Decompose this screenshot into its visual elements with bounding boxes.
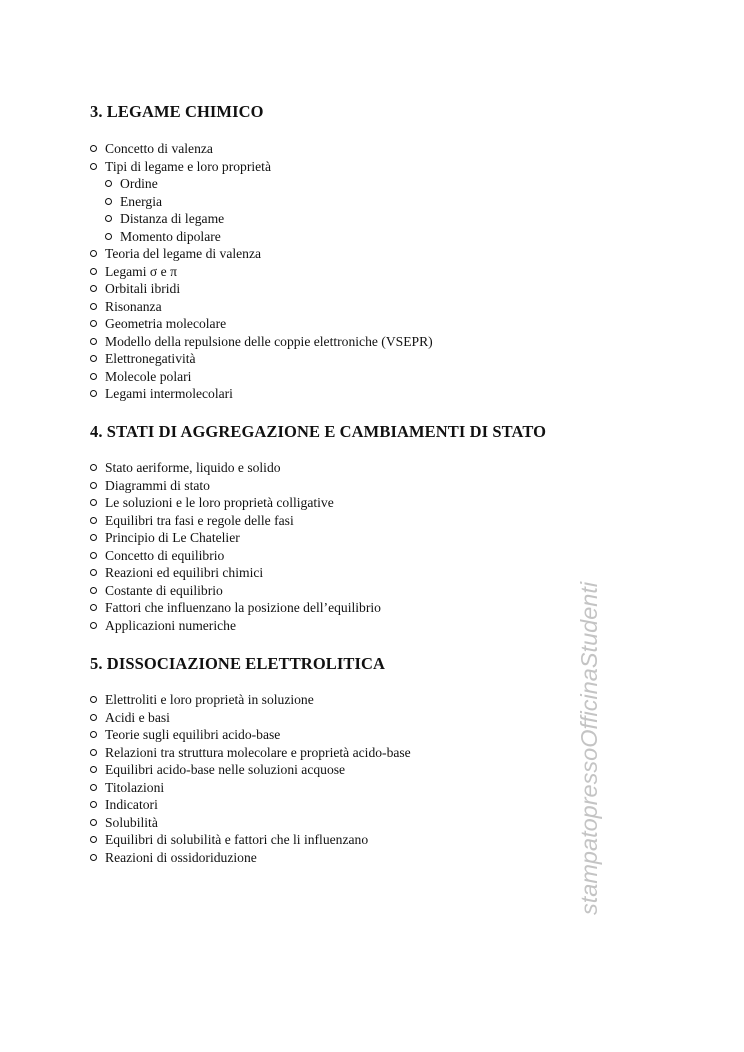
circle-bullet-icon (90, 569, 97, 576)
list-item-text: Acidi e basi (105, 709, 170, 725)
list-item-text: Reazioni ed equilibri chimici (105, 565, 264, 580)
list-item (90, 280, 650, 298)
circle-bullet-icon (90, 784, 97, 791)
list-item (90, 368, 650, 386)
list-item (90, 691, 650, 709)
list-item (90, 158, 650, 176)
watermark: stampatopressoOfficinaStudenti (576, 581, 602, 915)
topic-list (90, 459, 650, 634)
circle-bullet-icon (105, 215, 112, 222)
list-item (90, 617, 650, 635)
list-item-text: Geometria molecolare (105, 316, 227, 331)
section-stati-di-aggregazione (90, 422, 650, 634)
list-item-text: Solubilità (105, 814, 158, 830)
topic-list (90, 691, 650, 866)
list-item (90, 477, 650, 495)
section-heading: 5. DISSOCIAZIONE ELETTROLITICA (90, 654, 386, 673)
circle-bullet-icon (90, 373, 97, 380)
circle-bullet-icon (90, 801, 97, 808)
list-item-text: Reazioni di ossidoriduzione (105, 849, 257, 865)
list-item-text: Legami σ e π (105, 263, 177, 279)
list-item-text: Le soluzioni e le loro proprietà colligative (105, 495, 334, 510)
list-item (90, 726, 650, 744)
list-item-text: Principio di Le Chatelier (105, 530, 240, 545)
list-item (90, 849, 650, 867)
circle-bullet-icon (90, 696, 97, 703)
list-item (90, 744, 650, 762)
list-item-text: Modello della repulsione delle coppie elettroniche (VSEPR) (105, 333, 433, 349)
circle-bullet-icon (90, 517, 97, 524)
circle-bullet-icon (90, 163, 97, 170)
list-item-text: Elettronegatività (105, 351, 196, 366)
circle-bullet-icon (90, 836, 97, 843)
circle-bullet-icon (90, 464, 97, 471)
list-item (90, 761, 650, 779)
list-item (90, 245, 650, 263)
circle-bullet-icon (105, 198, 112, 205)
sub-list-item (90, 210, 650, 228)
list-item-text: Momento dipolare (120, 228, 221, 244)
section-dissociazione-elettrolitica (90, 654, 650, 866)
list-item (90, 298, 650, 316)
circle-bullet-icon (105, 180, 112, 187)
list-item-text: Equilibri tra fasi e regole delle fasi (105, 512, 294, 528)
circle-bullet-icon (90, 552, 97, 559)
list-item-text: Equilibri acido-base nelle soluzioni acquose (105, 762, 346, 777)
list-item (90, 385, 650, 403)
list-item (90, 459, 650, 477)
list-item-text: Equilibri di solubilità e fattori che li influenzano (105, 832, 369, 847)
circle-bullet-icon (105, 233, 112, 240)
list-item-text: Diagrammi di stato (105, 477, 210, 493)
circle-bullet-icon (90, 534, 97, 541)
circle-bullet-icon (90, 622, 97, 629)
list-item (90, 263, 650, 281)
list-item (90, 599, 650, 617)
list-item-text: Risonanza (105, 298, 162, 314)
list-item (90, 529, 650, 547)
circle-bullet-icon (90, 355, 97, 362)
list-item-text: Concetto di valenza (105, 141, 213, 156)
circle-bullet-icon (90, 766, 97, 773)
list-item (90, 831, 650, 849)
list-item (90, 494, 650, 512)
list-item-text: Energia (120, 193, 163, 209)
list-item (90, 512, 650, 530)
list-item-text: Tipi di legame e loro proprietà (105, 158, 271, 174)
list-item-text: Teorie sugli equilibri acido-base (105, 727, 281, 742)
list-item (90, 547, 650, 565)
section-legame-chimico (90, 102, 650, 403)
list-item (90, 582, 650, 600)
list-item (90, 315, 650, 333)
list-item (90, 333, 650, 351)
sub-list-item (90, 175, 650, 193)
list-item-text: Ordine (120, 176, 158, 191)
circle-bullet-icon (90, 390, 97, 397)
list-item (90, 140, 650, 158)
circle-bullet-icon (90, 749, 97, 756)
circle-bullet-icon (90, 268, 97, 275)
circle-bullet-icon (90, 854, 97, 861)
list-item-text: Fattori che influenzano la posizione dell’equilibrio (105, 600, 381, 615)
list-item-text: Indicatori (105, 797, 158, 812)
list-item-text: Costante di equilibrio (105, 582, 223, 598)
circle-bullet-icon (90, 604, 97, 611)
list-item-text: Legami intermolecolari (105, 386, 233, 401)
topic-list (90, 140, 650, 403)
list-item-text: Elettroliti e loro proprietà in soluzione (105, 692, 314, 707)
circle-bullet-icon (90, 499, 97, 506)
list-item-text: Orbitali ibridi (105, 281, 181, 296)
list-item (90, 814, 650, 832)
circle-bullet-icon (90, 285, 97, 292)
circle-bullet-icon (90, 320, 97, 327)
list-item (90, 350, 650, 368)
circle-bullet-icon (90, 587, 97, 594)
list-item-text: Applicazioni numeriche (105, 617, 236, 633)
circle-bullet-icon (90, 819, 97, 826)
list-item (90, 779, 650, 797)
list-item-text: Titolazioni (105, 779, 165, 795)
sub-list-item (90, 193, 650, 211)
list-item-text: Stato aeriforme, liquido e solido (105, 460, 281, 475)
list-item-text: Distanza di legame (120, 211, 225, 226)
circle-bullet-icon (90, 338, 97, 345)
list-item-text: Teoria del legame di valenza (105, 246, 262, 261)
list-item (90, 796, 650, 814)
circle-bullet-icon (90, 731, 97, 738)
circle-bullet-icon (90, 145, 97, 152)
list-item (90, 709, 650, 727)
list-item-text: Molecole polari (105, 368, 192, 384)
circle-bullet-icon (90, 482, 97, 489)
list-item (90, 564, 650, 582)
sub-list-item (90, 228, 650, 246)
list-item-text: Relazioni tra struttura molecolare e proprietà acido-base (105, 744, 411, 760)
circle-bullet-icon (90, 303, 97, 310)
section-heading: 4. STATI DI AGGREGAZIONE E CAMBIAMENTI DI STATO (90, 422, 547, 441)
list-item-text: Concetto di equilibrio (105, 547, 225, 563)
circle-bullet-icon (90, 250, 97, 257)
section-heading: 3. LEGAME CHIMICO (90, 102, 264, 121)
circle-bullet-icon (90, 714, 97, 721)
